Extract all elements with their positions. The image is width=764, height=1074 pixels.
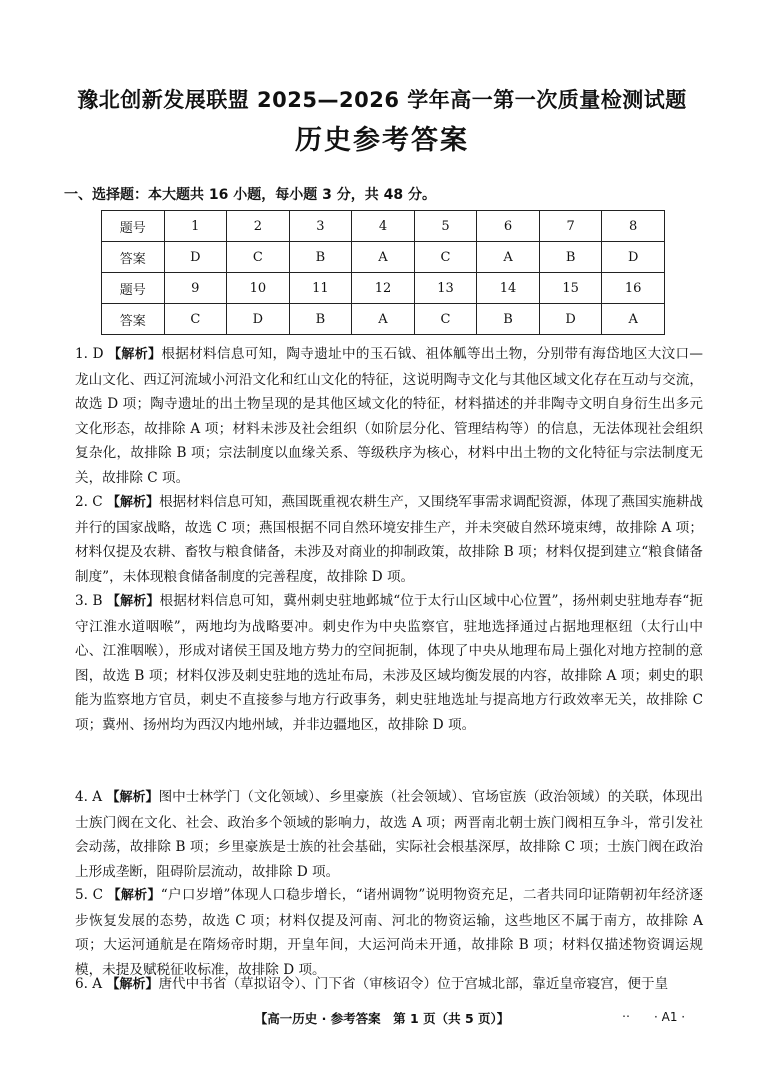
section-heading: 一、选择题：本大题共 16 小题，每小题 3 分，共 48 分。 xyxy=(64,187,436,203)
explanation-number: 3. B xyxy=(75,593,103,609)
explanation-5 xyxy=(75,883,703,982)
question-number: 2 xyxy=(227,211,290,242)
explanation-number: 6. A xyxy=(75,976,103,992)
question-number: 7 xyxy=(539,211,602,242)
exam-title: 豫北创新发展联盟 2025—2026 学年高一第一次质量检测试题 xyxy=(77,88,687,112)
answer-cell: A xyxy=(602,304,665,335)
explanation-tag: 【解析】 xyxy=(106,594,160,609)
explanation-tag: 【解析】 xyxy=(106,790,159,805)
question-number: 3 xyxy=(289,211,352,242)
question-number: 5 xyxy=(414,211,477,242)
explanation-text: 根据材料信息可知，燕国既重视农耕生产，又围绕军事需求调配资源，体现了燕国实施耕战并行的国家战略，故选 C 项；燕国根据不同自然环境安排生产，并未突破自然环境束缚，故排除 A 项；材料仅提及农耕、畜牧与粮食储备，未涉及对商业的抑制政策，故排除 B 项；材料仅提到建立“粮食储备制度”，未体现粮食储备制度的完善程度，故排除 D 项。 xyxy=(75,494,703,585)
answer-cell: B xyxy=(289,304,352,335)
question-number: 1 xyxy=(164,211,227,242)
explanation-tag: 【解析】 xyxy=(107,888,161,903)
question-number: 16 xyxy=(602,273,665,304)
explanation-tag: 【解析】 xyxy=(106,977,159,992)
answer-cell: C xyxy=(414,304,477,335)
answer-table xyxy=(101,210,665,335)
explanation-number: 4. A xyxy=(75,789,103,805)
question-number: 12 xyxy=(352,273,415,304)
row-label: 答案 xyxy=(102,304,165,335)
explanation-3 xyxy=(75,589,703,737)
explanation-text: 唐代中书省（草拟诏令）、门下省（审核诏令）位于宫城北部，靠近皇帝寝宫，便于皇 xyxy=(158,976,669,992)
answer-cell: D xyxy=(227,304,290,335)
answer-cell: D xyxy=(602,242,665,273)
answer-cell: C xyxy=(414,242,477,273)
question-number: 10 xyxy=(227,273,290,304)
question-number: 13 xyxy=(414,273,477,304)
answer-cell: C xyxy=(164,304,227,335)
answer-cell: D xyxy=(539,304,602,335)
explanation-text: “户口岁增”体现人口稳步增长，“诸州调物”说明物资充足，二者共同印证隋朝初年经济逐步恢复发展的态势，故选 C 项；材料仅提及河南、河北的物资运输，这些地区不属于南方，故排除 A 项；大运河通航是在隋炀帝时期，开皇年间，大运河尚未开通，故排除 B 项；材料仅描述物资调运规模，未提及赋税征收标准，故排除 D 项。 xyxy=(75,887,703,978)
question-number: 9 xyxy=(164,273,227,304)
question-number: 15 xyxy=(539,273,602,304)
explanation-6 xyxy=(75,972,703,998)
question-number: 8 xyxy=(602,211,665,242)
table-row-numbers-2 xyxy=(102,273,665,304)
answer-cell: D xyxy=(164,242,227,273)
question-number: 4 xyxy=(352,211,415,242)
table-row-answers-2 xyxy=(102,304,665,335)
answer-cell: A xyxy=(352,304,415,335)
explanation-number: 2. C xyxy=(75,494,103,510)
table-row-answers-1 xyxy=(102,242,665,273)
explanation-text: 根据材料信息可知，冀州刺史驻地邺城“位于太行山区域中心位置”，扬州刺史驻地寿春“扼守江淮水道咽喉”，两地均为战略要冲。刺史作为中央监察官，驻地选择通过占据地理枢纽（太行山中心、江淮咽喉），形成对诸侯王国及地方势力的空间扼制，体现了中央从地理布局上强化对地方控制的意图，故选 B 项；材料仅涉及刺史驻地的选址布局，未涉及区域均衡发展的内容，故排除 A 项；刺史的职能为监察地方官员，刺史不直接参与地方行政事务，刺史驻地选址与提高地方行政效率无关，故排除 C 项；冀州、扬州均为西汉内地州域，并非边疆地区，故排除 D 项。 xyxy=(75,593,703,733)
page-title: 历史参考答案 xyxy=(295,125,469,156)
question-number: 6 xyxy=(477,211,540,242)
answer-cell: C xyxy=(227,242,290,273)
explanation-2 xyxy=(75,490,703,589)
explanation-text: 根据材料信息可知，陶寺遗址中的玉石钺、祖体觚等出土物，分别带有海岱地区大汶口—龙山文化、西辽河流域小河沿文化和红山文化的特征，这说明陶寺文化与其他区域文化存在互动与交流，故选 D 项；陶寺遗址的出土物呈现的是其他区域文化的特征，材料描述的并非陶寺文明自身衍生出多元文化形态，故排除 A 项；材料未涉及社会组织（如阶层分化、管理结构等）的信息，无法体现社会组织复杂化，故排除 B 项；宗法制度以血缘关系、等级秩序为核心，材料中出土物的文化特征与宗法制度无关，故排除 C 项。 xyxy=(75,346,703,486)
question-number: 11 xyxy=(289,273,352,304)
answer-cell: A xyxy=(352,242,415,273)
footer-mark: ‥ xyxy=(622,1006,631,1020)
explanation-text: 图中士林学门（文化领域）、乡里豪族（社会领域）、官场宦族（政治领域）的关联，体现出士族门阀在文化、社会、政治多个领域的影响力，故选 A 项；两晋南北朝士族门阀相互争斗，常引发社会动荡，故排除 B 项；乡里豪族是士族的社会基础，实际社会根基深厚，故排除 C 项；士族门阀在政治上形成垄断，阻碍阶层流动，故排除 D 项。 xyxy=(75,789,703,880)
explanation-number: 5. C xyxy=(75,887,103,903)
row-label: 题号 xyxy=(102,273,165,304)
explanation-tag: 【解析】 xyxy=(108,347,162,362)
table-row-numbers-1 xyxy=(102,211,665,242)
explanation-number: 1. D xyxy=(75,346,104,362)
question-number: 14 xyxy=(477,273,540,304)
version-code: · A1 · xyxy=(654,1010,686,1024)
explanation-1 xyxy=(75,342,703,490)
explanation-4 xyxy=(75,785,703,884)
page-footer: 【高一历史 · 参考答案 第 1 页（共 5 页）】 xyxy=(254,1011,510,1026)
answer-cell: B xyxy=(289,242,352,273)
row-label: 题号 xyxy=(102,211,165,242)
explanation-tag: 【解析】 xyxy=(107,495,160,510)
row-label: 答案 xyxy=(102,242,165,273)
answer-cell: B xyxy=(539,242,602,273)
answer-cell: A xyxy=(477,242,540,273)
answer-cell: B xyxy=(477,304,540,335)
